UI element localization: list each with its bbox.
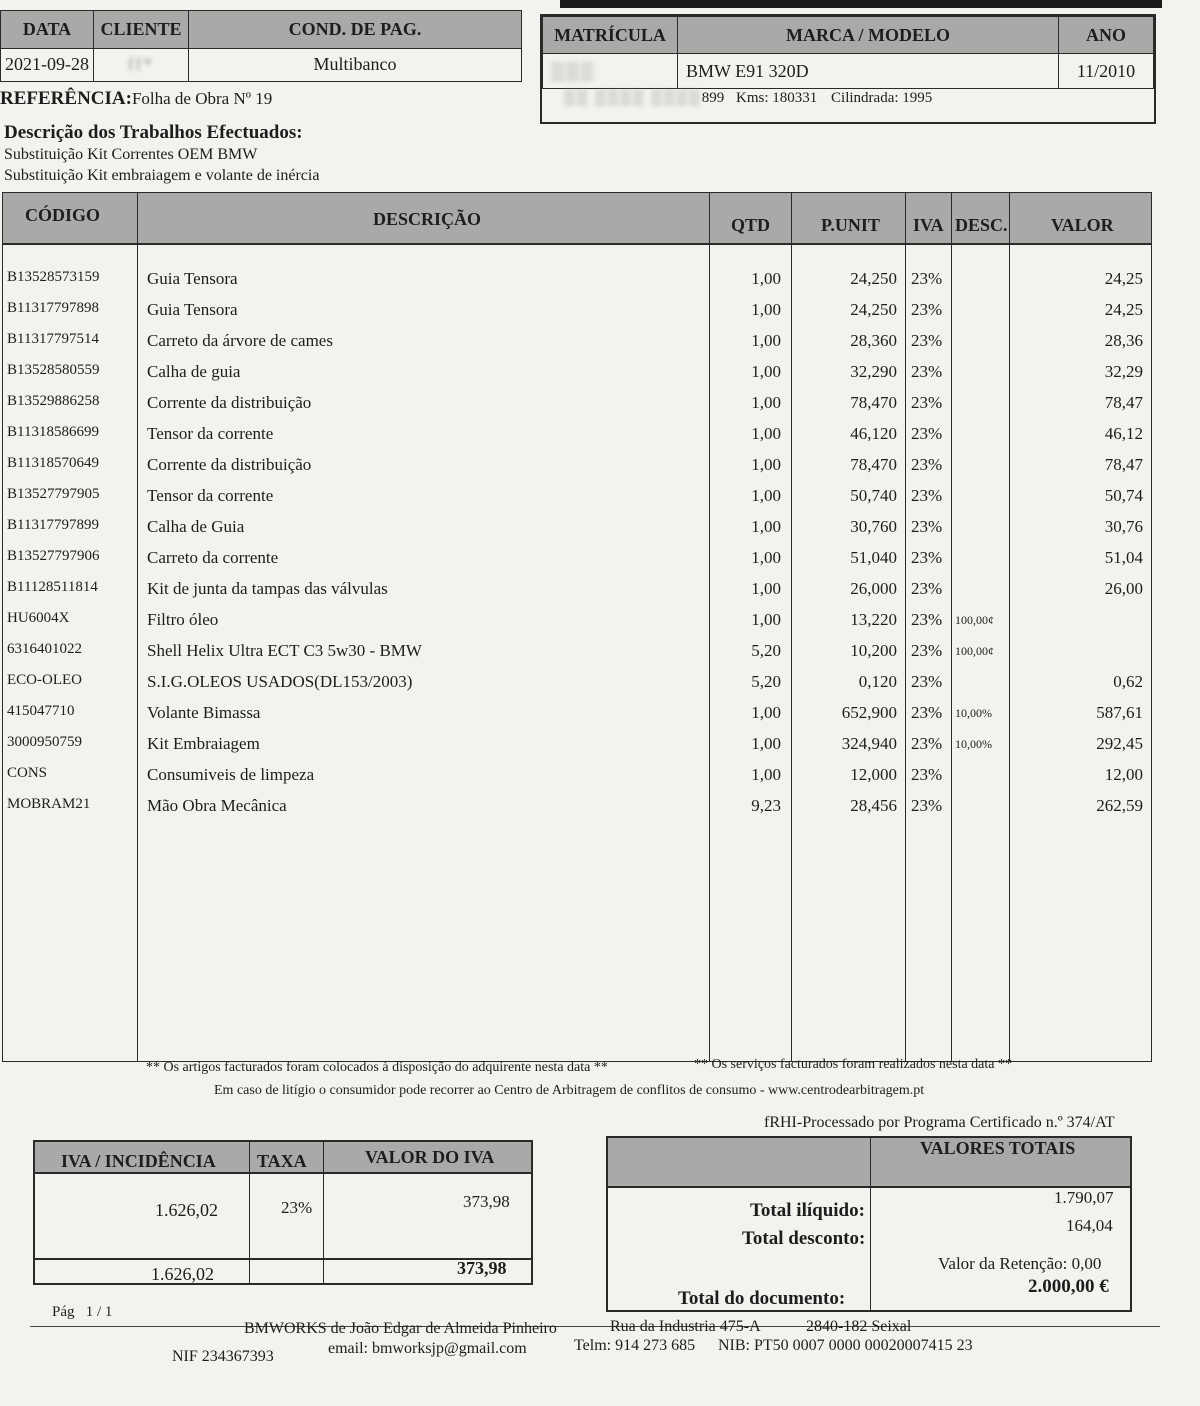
item-code: CONS [7, 765, 48, 781]
client-code: ff* [94, 48, 189, 81]
table-row [3, 730, 1151, 761]
item-unit: 652,900 [841, 703, 897, 722]
totals-title: VALORES TOTAIS [920, 1138, 1076, 1158]
vat-rate-header: TAXA [257, 1151, 307, 1171]
item-desc: Volante Bimassa [147, 703, 261, 722]
disc-col-header: DESC. [955, 215, 1008, 235]
payment-method: Multibanco [189, 48, 522, 81]
item-iva: 23% [911, 517, 943, 536]
kms: Kms: 180331 [736, 90, 818, 106]
reference [0, 88, 272, 110]
item-iva: 23% [911, 796, 943, 815]
item-qty: 1,00 [751, 734, 781, 753]
vat-amount: 373,98 [463, 1192, 510, 1211]
item-unit: 10,200 [850, 641, 897, 660]
item-unit: 24,250 [850, 269, 897, 288]
vat-table [33, 1140, 533, 1285]
company-postal: 2840-182 Seixal [806, 1318, 912, 1335]
vat-rate: 23% [281, 1198, 313, 1217]
item-desc: Calha de Guia [147, 517, 245, 536]
arbitration-note: Em caso de litígio o consumidor pode recorrer ao Centro de Arbitragem de conflitos de consumo - www.centrodearbitragem.pt [214, 1083, 925, 1098]
item-desc: Carreto da árvore de cames [147, 331, 333, 350]
item-value: 24,25 [1104, 269, 1143, 288]
item-unit: 32,290 [850, 362, 897, 381]
table-row [3, 668, 1151, 699]
table-row [3, 358, 1151, 389]
table-row [3, 761, 1151, 792]
item-qty: 1,00 [751, 362, 781, 381]
item-iva: 23% [911, 703, 943, 722]
item-code: B11317797514 [7, 331, 99, 347]
item-code: B13529886258 [7, 393, 100, 409]
item-desc: Guia Tensora [147, 269, 238, 288]
item-unit: 12,000 [850, 765, 897, 784]
item-code: 6316401022 [7, 641, 82, 657]
services-note: ** Os serviços facturados foram realizados nesta data ** [694, 1057, 1012, 1072]
table-row [3, 451, 1151, 482]
item-iva: 23% [911, 610, 943, 629]
table-row [3, 389, 1151, 420]
item-unit: 51,040 [850, 548, 897, 567]
item-value: 78,47 [1104, 455, 1143, 474]
qty-col-header: QTD [731, 215, 771, 235]
item-value: 12,00 [1104, 765, 1143, 784]
table-row [3, 544, 1151, 575]
discount-label: Total desconto: [742, 1228, 866, 1249]
item-code: B13528580559 [7, 362, 100, 378]
item-code: B13528573159 [7, 269, 100, 285]
totals-box [606, 1136, 1132, 1312]
item-unit: 13,220 [850, 610, 897, 629]
engine-cc: Cilindrada: 1995 [831, 90, 933, 106]
item-desc: Guia Tensora [147, 300, 238, 319]
col-divider [249, 1142, 250, 1283]
vehicle-table [542, 16, 1154, 89]
item-unit: 0,120 [858, 672, 897, 691]
item-iva: 23% [911, 765, 943, 784]
table-row [3, 513, 1151, 544]
item-qty: 1,00 [751, 610, 781, 629]
col-divider [323, 1142, 324, 1283]
company-email: email: bmworksjp@gmail.com [328, 1340, 527, 1357]
item-code: MOBRAM21 [7, 796, 91, 812]
vat-amount-header: VALOR DO IVA [365, 1147, 495, 1167]
item-disc: 10,00% [955, 706, 992, 720]
item-value: 32,29 [1104, 362, 1143, 381]
item-disc: 10,00% [955, 737, 992, 751]
plate-header: MATRÍCULA [543, 17, 678, 54]
item-value: 262,59 [1096, 796, 1143, 815]
item-qty: 1,00 [751, 424, 781, 443]
table-row [3, 265, 1151, 296]
item-value: 50,74 [1104, 486, 1143, 505]
table-row [3, 296, 1151, 327]
payment-header: COND. DE PAG. [189, 11, 522, 49]
item-desc: Kit de junta da tampas das válvulas [147, 579, 388, 598]
item-qty: 1,00 [751, 486, 781, 505]
plate-value [543, 54, 678, 89]
net-value: 1.790,07 [1054, 1188, 1114, 1207]
top-black-strip [560, 0, 1162, 8]
invoice-date: 2021-09-28 [1, 48, 94, 81]
item-code: ECO-OLEO [7, 672, 82, 688]
item-iva: 23% [911, 548, 943, 567]
item-desc: Tensor da corrente [147, 424, 274, 443]
item-unit: 28,456 [850, 796, 897, 815]
footer-rule [30, 1326, 1160, 1327]
item-iva: 23% [911, 393, 943, 412]
item-qty: 1,00 [751, 548, 781, 567]
work-line-1: Substituição Kit Correntes OEM BMW [4, 146, 258, 163]
item-desc: Consumiveis de limpeza [147, 765, 315, 784]
item-desc: Corrente da distribuição [147, 455, 312, 474]
client-header: CLIENTE [94, 11, 189, 49]
item-qty: 5,20 [751, 641, 781, 660]
item-qty: 1,00 [751, 393, 781, 412]
page-number: Pág 1 / 1 [52, 1304, 113, 1320]
table-row [3, 575, 1151, 606]
code-col-header: CÓDIGO [25, 205, 101, 225]
item-iva: 23% [911, 362, 943, 381]
item-desc: Calha de guia [147, 362, 241, 381]
item-qty: 1,00 [751, 300, 781, 319]
item-qty: 9,23 [751, 796, 781, 815]
table-row [3, 792, 1151, 823]
item-desc: Kit Embraiagem [147, 734, 260, 753]
company-nif: NIF 234367393 [172, 1348, 274, 1365]
value-col-header: VALOR [1051, 215, 1114, 235]
table-row [3, 482, 1151, 513]
item-desc: S.I.G.OLEOS USADOS(DL153/2003) [147, 672, 413, 691]
item-code: B13527797906 [7, 548, 100, 564]
software-cert: fRHI-Processado por Programa Certificado n.º 374/AT [764, 1114, 1115, 1131]
item-value: 26,00 [1104, 579, 1143, 598]
item-iva: 23% [911, 269, 943, 288]
item-iva: 23% [911, 486, 943, 505]
net-label: Total ilíquido: [750, 1200, 865, 1221]
item-unit: 324,940 [841, 734, 897, 753]
item-disc: 100,00¢ [955, 613, 994, 627]
item-qty: 1,00 [751, 269, 781, 288]
model-value: BMW E91 320D [678, 54, 1059, 89]
company-address: Rua da Industria 475-A [610, 1318, 761, 1335]
item-desc: Carreto da corrente [147, 548, 279, 567]
item-unit: 24,250 [850, 300, 897, 319]
vehicle-details [542, 90, 1154, 107]
item-value: 51,04 [1104, 548, 1143, 567]
items-table [2, 192, 1152, 1062]
table-row [3, 327, 1151, 358]
table-row [3, 420, 1151, 451]
item-code: B11318570649 [7, 455, 99, 471]
item-value: 292,45 [1096, 734, 1143, 753]
item-value: 78,47 [1104, 393, 1143, 412]
item-iva: 23% [911, 331, 943, 350]
company-name: BMWORKS de João Edgar de Almeida Pinheiro [244, 1320, 557, 1337]
table-row [3, 606, 1151, 637]
item-code: 3000950759 [7, 734, 82, 750]
document-total: 2.000,00 € [1028, 1276, 1109, 1297]
item-unit: 28,360 [850, 331, 897, 350]
plate-redacted: ▒▒▒ [551, 60, 596, 81]
item-iva: 23% [911, 641, 943, 660]
year-value: 11/2010 [1059, 54, 1154, 89]
item-code: HU6004X [7, 610, 70, 626]
reference-label: REFERÊNCIA: [0, 88, 132, 109]
item-code: 415047710 [7, 703, 75, 719]
item-qty: 1,00 [751, 517, 781, 536]
item-qty: 5,20 [751, 672, 781, 691]
iva-col-header: IVA [913, 215, 944, 235]
item-unit: 30,760 [850, 517, 897, 536]
item-disc: 100,00¢ [955, 644, 994, 658]
date-header: DATA [1, 11, 94, 49]
discount-value: 164,04 [1066, 1216, 1113, 1235]
item-value: 587,61 [1096, 703, 1143, 722]
unit-col-header: P.UNIT [821, 215, 880, 235]
item-code: B11317797898 [7, 300, 99, 316]
vat-base-total: 1.626,02 [151, 1264, 214, 1284]
item-qty: 1,00 [751, 331, 781, 350]
vin-redacted: ▒▒ ▒▒▒▒ ▒▒▒▒ [564, 90, 702, 106]
item-desc: Shell Helix Ultra ECT C3 5w30 - BMW [147, 641, 422, 660]
item-qty: 1,00 [751, 455, 781, 474]
item-code: B11317797899 [7, 517, 99, 533]
company-nib: NIB: PT50 0007 0000 00020007415 23 [718, 1337, 973, 1354]
document-total-label: Total do documento: [678, 1288, 846, 1309]
item-value: 30,76 [1104, 517, 1143, 536]
invoice-header-table [0, 10, 522, 82]
model-header: MARCA / MODELO [678, 17, 1059, 54]
item-code: B11128511814 [7, 579, 98, 595]
item-iva: 23% [911, 734, 943, 753]
item-unit: 46,120 [850, 424, 897, 443]
item-value: 0,62 [1113, 672, 1143, 691]
item-desc: Corrente da distribuição [147, 393, 312, 412]
work-line-2: Substituição Kit embraiagem e volante de inércia [4, 167, 320, 184]
item-code: B11318586699 [7, 424, 99, 440]
item-unit: 50,740 [850, 486, 897, 505]
vat-base: 1.626,02 [155, 1200, 218, 1220]
vehicle-box [540, 14, 1156, 124]
item-iva: 23% [911, 300, 943, 319]
vin-tail: 899 [701, 90, 725, 106]
item-qty: 1,00 [751, 579, 781, 598]
item-desc: Filtro óleo [147, 610, 219, 629]
vat-amount-total: 373,98 [457, 1258, 507, 1278]
item-qty: 1,00 [751, 765, 781, 784]
withholding: Valor da Retenção: 0,00 [938, 1254, 1102, 1273]
item-desc: Tensor da corrente [147, 486, 274, 505]
item-qty: 1,00 [751, 703, 781, 722]
item-desc: Mão Obra Mecânica [147, 796, 287, 815]
desc-col-header: DESCRIÇÃO [373, 209, 482, 229]
year-header: ANO [1059, 17, 1154, 54]
reference-value: Folha de Obra Nº 19 [131, 89, 273, 108]
item-iva: 23% [911, 672, 943, 691]
work-title: Descrição dos Trabalhos Efectuados: [4, 122, 303, 143]
item-iva: 23% [911, 455, 943, 474]
item-code: B13527797905 [7, 486, 100, 502]
item-iva: 23% [911, 424, 943, 443]
item-value: 28,36 [1104, 331, 1143, 350]
table-row [3, 699, 1151, 730]
company-phone: Telm: 914 273 685 [574, 1337, 696, 1354]
item-unit: 26,000 [850, 579, 897, 598]
item-unit: 78,470 [850, 393, 897, 412]
vat-base-header: IVA / INCIDÊNCIA [61, 1151, 216, 1171]
item-iva: 23% [911, 579, 943, 598]
col-divider [870, 1138, 871, 1310]
item-value: 46,12 [1104, 424, 1143, 443]
goods-note: ** Os artigos facturados foram colocados à disposição do adquirente nesta data ** [146, 1060, 608, 1075]
item-value: 24,25 [1104, 300, 1143, 319]
item-unit: 78,470 [850, 455, 897, 474]
table-row [3, 637, 1151, 668]
